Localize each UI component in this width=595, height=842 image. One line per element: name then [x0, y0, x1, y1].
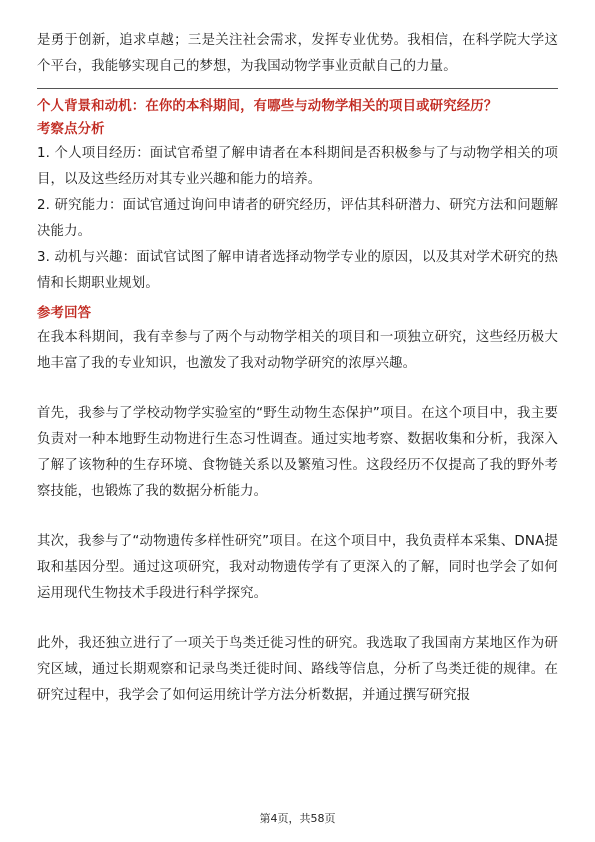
analysis-point-3: 3. 动机与兴趣：面试官试图了解申请者选择动物学专业的原因，以及其对学术研究的热情和长期职业规划。	[37, 250, 558, 291]
page-number: 第4页，共58页	[259, 812, 336, 825]
answer-paragraph-2: 首先，我参与了学校动物学实验室的“野生动物生态保护”项目。在这个项目中，我主要负责对一种本地野生动物进行生态习性调查。通过实地考察、数据收集和分析，我深入了解了该物种的生存环境、食物链关系以及繁殖习性。这段经历不仅提高了我的野外考察技能，也锻炼了我的数据分析能力。	[37, 406, 558, 499]
analysis-heading: 考察点分析	[37, 122, 105, 137]
analysis-point-2: 2. 研究能力：面试官通过询问申请者的研究经历，评估其科研潜力、研究方法和问题解决能力。	[37, 198, 558, 239]
answer-paragraph-3: 其次，我参与了“动物遗传多样性研究”项目。在这个项目中，我负责样本采集、DNA提取和基因分型。通过这项研究，我对动物遗传学有了更深入的了解，同时也学会了如何运用现代生物技术手段进行科学探究。	[37, 534, 558, 601]
analysis-point-1: 1. 个人项目经历：面试官希望了解申请者在本科期间是否积极参与了与动物学相关的项目，以及这些经历对其专业兴趣和能力的培养。	[37, 146, 558, 187]
page-content	[37, 28, 558, 709]
question-heading: 个人背景和动机：在你的本科期间，有哪些与动物学相关的项目或研究经历？	[37, 99, 498, 114]
answer-paragraph-1: 在我本科期间，我有幸参与了两个与动物学相关的项目和一项独立研究，这些经历极大地丰富了我的专业知识，也激发了我对动物学研究的浓厚兴趣。	[37, 330, 558, 371]
answer-paragraph-4: 此外，我还独立进行了一项关于鸟类迁徙习性的研究。我选取了我国南方某地区作为研究区域，通过长期观察和记录鸟类迁徙时间、路线等信息，分析了鸟类迁徙的规律。在研究过程中，我学会了如何运用统计学方法分析数据，并通过撰写研究报	[37, 636, 558, 703]
answer-heading: 参考回答	[37, 306, 92, 321]
intro-paragraph: 是勇于创新，追求卓越；三是关注社会需求，发挥专业优势。我相信，在科学院大学这个平台，我能够实现自己的梦想，为我国动物学事业贡献自己的力量。	[37, 33, 558, 74]
section-divider	[37, 88, 558, 89]
